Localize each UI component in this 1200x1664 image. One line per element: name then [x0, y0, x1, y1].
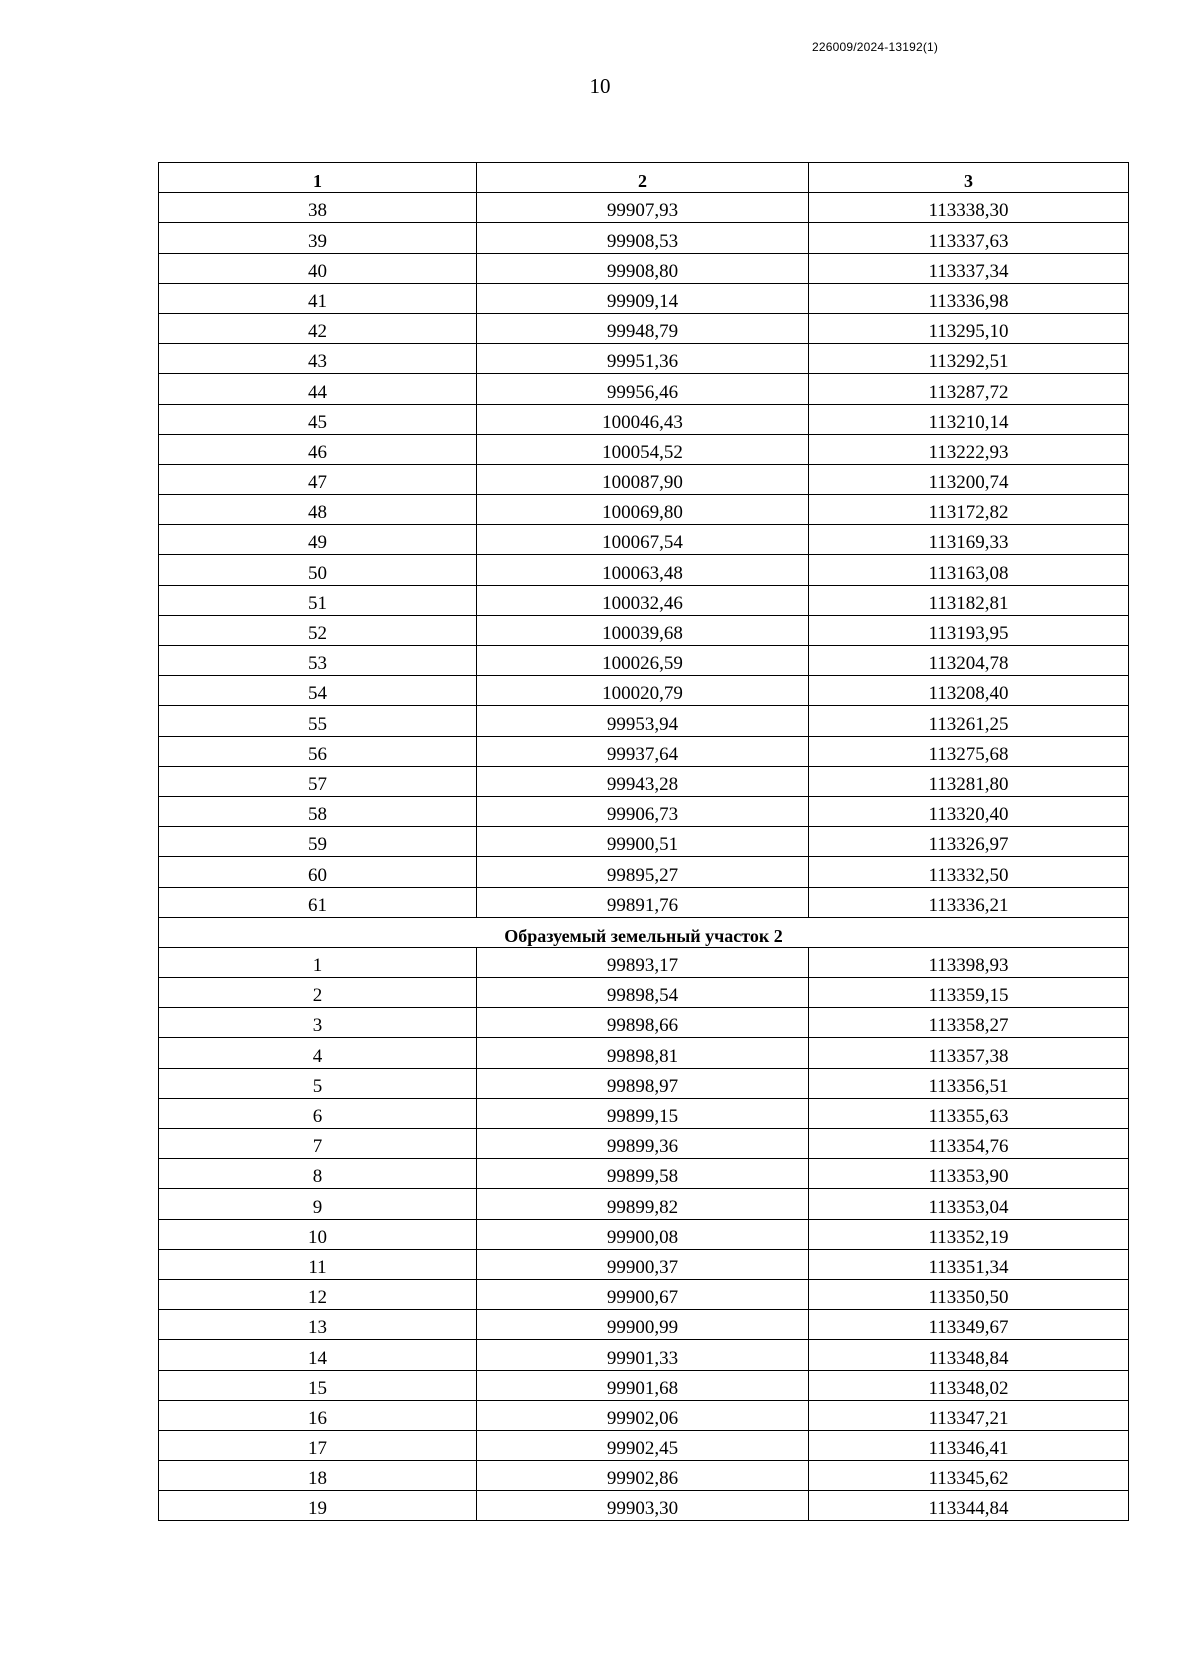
table-cell: 2	[159, 978, 477, 1008]
table-cell: 113350,50	[809, 1279, 1129, 1309]
table-cell: 99902,86	[477, 1461, 809, 1491]
table-row	[159, 1189, 1129, 1219]
header-row	[159, 163, 1129, 193]
table-cell: 113320,40	[809, 796, 1129, 826]
table-cell: 99901,33	[477, 1340, 809, 1370]
table-cell: 99900,99	[477, 1310, 809, 1340]
table-cell: 3	[159, 1008, 477, 1038]
table-cell: 113348,02	[809, 1370, 1129, 1400]
table-cell: 99937,64	[477, 736, 809, 766]
table-cell: 113346,41	[809, 1430, 1129, 1460]
table-row	[159, 615, 1129, 645]
table-cell: 113349,67	[809, 1310, 1129, 1340]
table-cell: 40	[159, 253, 477, 283]
table-row	[159, 827, 1129, 857]
table-row	[159, 555, 1129, 585]
table-cell: 113359,15	[809, 978, 1129, 1008]
table-cell: 100046,43	[477, 404, 809, 434]
table-cell: 99908,53	[477, 223, 809, 253]
table-cell: 113261,25	[809, 706, 1129, 736]
table-cell: 43	[159, 344, 477, 374]
table-cell: 18	[159, 1461, 477, 1491]
table-cell: 113357,38	[809, 1038, 1129, 1068]
table-cell: 53	[159, 646, 477, 676]
table-cell: 113287,72	[809, 374, 1129, 404]
table-cell: 113275,68	[809, 736, 1129, 766]
table-cell: 113345,62	[809, 1461, 1129, 1491]
table-cell: 113352,19	[809, 1219, 1129, 1249]
document-id: 226009/2024-13192(1)	[812, 40, 939, 54]
table-cell: 99907,93	[477, 193, 809, 223]
column-header: 2	[477, 163, 809, 193]
table-cell: 58	[159, 796, 477, 826]
table-cell: 54	[159, 676, 477, 706]
table-cell: 8	[159, 1159, 477, 1189]
table-cell: 113358,27	[809, 1008, 1129, 1038]
table-cell: 99895,27	[477, 857, 809, 887]
table-row	[159, 1068, 1129, 1098]
table-row	[159, 344, 1129, 374]
table-cell: 113336,98	[809, 283, 1129, 313]
table-row	[159, 283, 1129, 313]
table-cell: 59	[159, 827, 477, 857]
table-cell: 12	[159, 1279, 477, 1309]
table-cell: 13	[159, 1310, 477, 1340]
table-cell: 99891,76	[477, 887, 809, 917]
table-cell: 4	[159, 1038, 477, 1068]
table-cell: 99898,54	[477, 978, 809, 1008]
table-cell: 100020,79	[477, 676, 809, 706]
table-cell: 44	[159, 374, 477, 404]
table-row	[159, 193, 1129, 223]
table-cell: 113336,21	[809, 887, 1129, 917]
table-cell: 99900,08	[477, 1219, 809, 1249]
table-cell: 113182,81	[809, 585, 1129, 615]
section-title: Образуемый земельный участок 2	[159, 917, 1129, 947]
table-cell: 41	[159, 283, 477, 313]
table-cell: 113355,63	[809, 1098, 1129, 1128]
table-cell: 113398,93	[809, 947, 1129, 977]
table-cell: 100067,54	[477, 525, 809, 555]
table-cell: 100032,46	[477, 585, 809, 615]
table-cell: 113332,50	[809, 857, 1129, 887]
table-cell: 99909,14	[477, 283, 809, 313]
table-cell: 113169,33	[809, 525, 1129, 555]
table-row	[159, 1219, 1129, 1249]
table-cell: 50	[159, 555, 477, 585]
table-cell: 100063,48	[477, 555, 809, 585]
table-row	[159, 404, 1129, 434]
table-cell: 42	[159, 313, 477, 343]
table-row	[159, 1491, 1129, 1521]
table-row	[159, 887, 1129, 917]
table-row	[159, 676, 1129, 706]
table-cell: 113222,93	[809, 434, 1129, 464]
table-header	[159, 163, 1129, 193]
table-row	[159, 525, 1129, 555]
table-cell: 100026,59	[477, 646, 809, 676]
table-cell: 61	[159, 887, 477, 917]
table-row	[159, 1340, 1129, 1370]
table-cell: 1	[159, 947, 477, 977]
table-cell: 17	[159, 1430, 477, 1460]
table-cell: 99956,46	[477, 374, 809, 404]
table-row	[159, 374, 1129, 404]
table-row	[159, 1249, 1129, 1279]
table-cell: 99900,67	[477, 1279, 809, 1309]
table-cell: 113292,51	[809, 344, 1129, 374]
table-cell: 113326,97	[809, 827, 1129, 857]
table-cell: 113200,74	[809, 464, 1129, 494]
page-number: 10	[589, 74, 611, 98]
table-row	[159, 1310, 1129, 1340]
table-cell: 113353,04	[809, 1189, 1129, 1219]
table-row	[159, 585, 1129, 615]
table-cell: 100054,52	[477, 434, 809, 464]
table-cell: 99903,30	[477, 1491, 809, 1521]
table-row	[159, 495, 1129, 525]
table-cell: 6	[159, 1098, 477, 1128]
table-cell: 45	[159, 404, 477, 434]
table-cell: 100069,80	[477, 495, 809, 525]
table-row	[159, 978, 1129, 1008]
table-row	[159, 796, 1129, 826]
table-cell: 5	[159, 1068, 477, 1098]
table-cell: 38	[159, 193, 477, 223]
table-cell: 11	[159, 1249, 477, 1279]
table-row	[159, 1098, 1129, 1128]
table-row	[159, 736, 1129, 766]
table-cell: 99899,82	[477, 1189, 809, 1219]
table-row	[159, 313, 1129, 343]
table-cell: 99953,94	[477, 706, 809, 736]
table-cell: 100039,68	[477, 615, 809, 645]
coordinates-table	[158, 162, 1129, 1521]
table-cell: 99901,68	[477, 1370, 809, 1400]
table-cell: 113353,90	[809, 1159, 1129, 1189]
table-cell: 113347,21	[809, 1400, 1129, 1430]
table-cell: 113281,80	[809, 766, 1129, 796]
table-row	[159, 1461, 1129, 1491]
table-cell: 99893,17	[477, 947, 809, 977]
table-row	[159, 223, 1129, 253]
table-cell: 99902,06	[477, 1400, 809, 1430]
table-row	[159, 253, 1129, 283]
column-header: 3	[809, 163, 1129, 193]
table-cell: 99900,51	[477, 827, 809, 857]
table-row	[159, 1279, 1129, 1309]
table-row	[159, 646, 1129, 676]
table-row	[159, 1038, 1129, 1068]
table-cell: 47	[159, 464, 477, 494]
table-cell: 99898,66	[477, 1008, 809, 1038]
table-row	[159, 1159, 1129, 1189]
table-row	[159, 1430, 1129, 1460]
table-row	[159, 434, 1129, 464]
table-cell: 113348,84	[809, 1340, 1129, 1370]
table-cell: 10	[159, 1219, 477, 1249]
table-cell: 9	[159, 1189, 477, 1219]
table-row	[159, 1129, 1129, 1159]
table-row	[159, 1370, 1129, 1400]
table-cell: 52	[159, 615, 477, 645]
table-cell: 113354,76	[809, 1129, 1129, 1159]
table-body	[159, 193, 1129, 1521]
table-cell: 56	[159, 736, 477, 766]
table-cell: 49	[159, 525, 477, 555]
table-row	[159, 1008, 1129, 1038]
table-cell: 48	[159, 495, 477, 525]
table-cell: 99943,28	[477, 766, 809, 796]
table-cell: 99902,45	[477, 1430, 809, 1460]
table-cell: 99906,73	[477, 796, 809, 826]
section-row	[159, 917, 1129, 947]
table-cell: 113193,95	[809, 615, 1129, 645]
table-cell: 113356,51	[809, 1068, 1129, 1098]
table-cell: 113163,08	[809, 555, 1129, 585]
table-cell: 99900,37	[477, 1249, 809, 1279]
table-cell: 99951,36	[477, 344, 809, 374]
table-cell: 113338,30	[809, 193, 1129, 223]
table-cell: 113295,10	[809, 313, 1129, 343]
table-cell: 55	[159, 706, 477, 736]
table-cell: 7	[159, 1129, 477, 1159]
table-row	[159, 464, 1129, 494]
table-row	[159, 947, 1129, 977]
table-cell: 60	[159, 857, 477, 887]
table-cell: 15	[159, 1370, 477, 1400]
column-header: 1	[159, 163, 477, 193]
table-cell: 19	[159, 1491, 477, 1521]
table-cell: 113337,63	[809, 223, 1129, 253]
table-cell: 39	[159, 223, 477, 253]
table-cell: 113351,34	[809, 1249, 1129, 1279]
table-cell: 46	[159, 434, 477, 464]
table-cell: 14	[159, 1340, 477, 1370]
table-row	[159, 1400, 1129, 1430]
table-cell: 99899,36	[477, 1129, 809, 1159]
table-cell: 113172,82	[809, 495, 1129, 525]
table-cell: 113208,40	[809, 676, 1129, 706]
table-cell: 99908,80	[477, 253, 809, 283]
table-cell: 100087,90	[477, 464, 809, 494]
table-cell: 99898,97	[477, 1068, 809, 1098]
table-row	[159, 766, 1129, 796]
table-cell: 99899,15	[477, 1098, 809, 1128]
table-cell: 99948,79	[477, 313, 809, 343]
table-row	[159, 857, 1129, 887]
table-cell: 113337,34	[809, 253, 1129, 283]
table-cell: 51	[159, 585, 477, 615]
table-cell: 113204,78	[809, 646, 1129, 676]
table-cell: 16	[159, 1400, 477, 1430]
table-cell: 99898,81	[477, 1038, 809, 1068]
table-cell: 57	[159, 766, 477, 796]
table-cell: 113210,14	[809, 404, 1129, 434]
table-row	[159, 706, 1129, 736]
table-cell: 113344,84	[809, 1491, 1129, 1521]
table-cell: 99899,58	[477, 1159, 809, 1189]
